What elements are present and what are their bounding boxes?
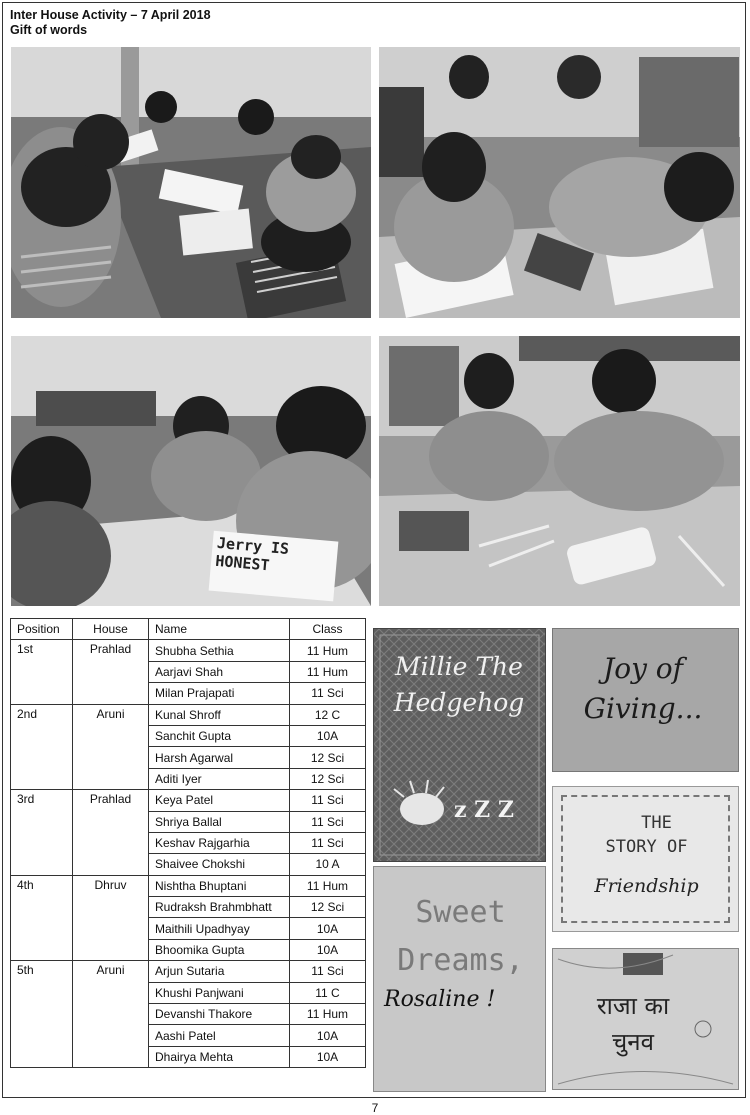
cell-name: Harsh Agarwal <box>149 747 290 768</box>
page-header <box>10 8 211 38</box>
cell-class: 10A <box>290 939 366 960</box>
header-title: Inter House Activity – 7 April 2018 <box>10 8 211 22</box>
table-row <box>11 961 366 982</box>
header-subtitle: Gift of words <box>10 23 88 37</box>
cell-name: Aashi Patel <box>149 1025 290 1046</box>
cell-class: 11 Sci <box>290 790 366 811</box>
artwork-rosaline: Rosaline ! <box>384 987 496 1012</box>
cell-class: 10A <box>290 725 366 746</box>
photo-sign-text: Jerry IS HONEST <box>214 533 290 575</box>
cell-house: Aruni <box>73 961 149 1068</box>
header-name: Name <box>149 619 290 640</box>
cell-name: Aditi Iyer <box>149 768 290 789</box>
cell-position: 2nd <box>11 704 73 790</box>
cell-class: 11 Hum <box>290 1004 366 1025</box>
artwork-raja-ka-chunav <box>552 948 739 1090</box>
cell-name: Shaivee Chokshi <box>149 854 290 875</box>
artwork-joy-title: Joy of Giving... <box>583 652 703 725</box>
cell-name: Nishtha Bhuptani <box>149 875 290 896</box>
artwork-sweet-title: Sweet Dreams, <box>397 895 524 978</box>
cell-name: Keya Patel <box>149 790 290 811</box>
artwork-raja-line1: राजा का <box>596 992 670 1020</box>
cell-class: 12 Sci <box>290 897 366 918</box>
artwork-millie-zzz: z Z Z <box>454 797 514 823</box>
cell-name: Rudraksh Brahmbhatt <box>149 897 290 918</box>
cell-class: 10A <box>290 918 366 939</box>
artwork-millie-hedgehog <box>373 628 546 862</box>
cell-class: 12 C <box>290 704 366 725</box>
artwork-millie-title: Millie The Hedgehog <box>393 652 525 717</box>
cell-house: Prahlad <box>73 640 149 704</box>
activity-photo-2 <box>379 47 740 318</box>
artwork-raja-line2: चुनव <box>612 1028 654 1056</box>
cell-name: Shubha Sethia <box>149 640 290 661</box>
artwork-story-the: THE <box>641 813 672 833</box>
cell-class: 10A <box>290 1046 366 1067</box>
cell-name: Sanchit Gupta <box>149 725 290 746</box>
cell-class: 12 Sci <box>290 768 366 789</box>
artwork-joy-of-giving <box>552 628 739 772</box>
cell-class: 12 Sci <box>290 747 366 768</box>
cell-house: Dhruv <box>73 875 149 961</box>
cell-position: 5th <box>11 961 73 1068</box>
activity-photo-3 <box>11 336 371 606</box>
cell-position: 3rd <box>11 790 73 876</box>
header-position: Position <box>11 619 73 640</box>
cell-class: 11 Sci <box>290 811 366 832</box>
results-table <box>10 618 366 1068</box>
artwork-story-mid: STORY OF <box>605 837 688 857</box>
cell-name: Dhairya Mehta <box>149 1046 290 1067</box>
artwork-story-friendship: Friendship <box>594 875 699 897</box>
activity-photo-1 <box>11 47 371 318</box>
table-row <box>11 704 366 725</box>
cell-name: Arjun Sutaria <box>149 961 290 982</box>
cell-class: 11 Sci <box>290 961 366 982</box>
header-house: House <box>73 619 149 640</box>
header-class: Class <box>290 619 366 640</box>
cell-name: Keshav Rajgarhia <box>149 832 290 853</box>
artwork-sweet-dreams <box>373 866 546 1092</box>
cell-name: Kunal Shroff <box>149 704 290 725</box>
activity-photo-4 <box>379 336 740 606</box>
page-number: 7 <box>371 1101 379 1115</box>
table-row <box>11 875 366 896</box>
cell-name: Maithili Upadhyay <box>149 918 290 939</box>
cell-class: 10A <box>290 1025 366 1046</box>
cell-class: 11 Hum <box>290 640 366 661</box>
cell-house: Aruni <box>73 704 149 790</box>
cell-class: 11 Hum <box>290 661 366 682</box>
cell-name: Milan Prajapati <box>149 683 290 704</box>
cell-class: 11 C <box>290 982 366 1003</box>
cell-name: Devanshi Thakore <box>149 1004 290 1025</box>
cell-class: 11 Sci <box>290 832 366 853</box>
cell-class: 10 A <box>290 854 366 875</box>
cell-position: 4th <box>11 875 73 961</box>
table-row <box>11 790 366 811</box>
table-header-row <box>11 619 366 640</box>
cell-class: 11 Hum <box>290 875 366 896</box>
cell-name: Khushi Panjwani <box>149 982 290 1003</box>
cell-position: 1st <box>11 640 73 704</box>
artwork-story-of-friendship <box>552 786 739 932</box>
cell-name: Shriya Ballal <box>149 811 290 832</box>
cell-name: Aarjavi Shah <box>149 661 290 682</box>
cell-class: 11 Sci <box>290 683 366 704</box>
cell-house: Prahlad <box>73 790 149 876</box>
table-row <box>11 640 366 661</box>
cell-name: Bhoomika Gupta <box>149 939 290 960</box>
